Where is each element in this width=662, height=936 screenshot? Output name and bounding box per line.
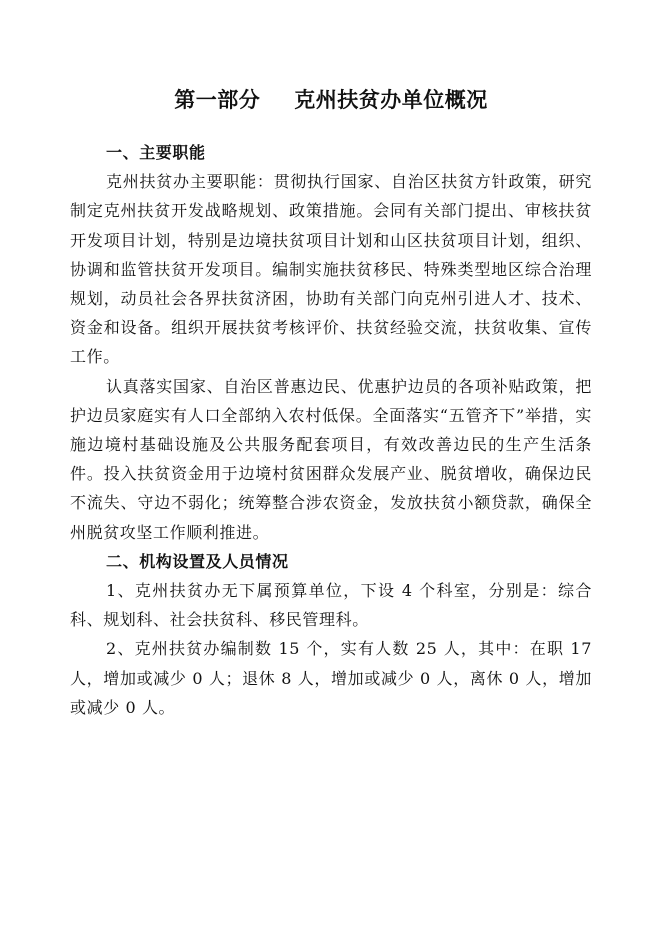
paragraph-functions: 克州扶贫办主要职能：贯彻执行国家、自治区扶贫方针政策，研究制定克州扶贫开发战略规划、政策措施。会同有关部门提出、审核扶贫开发项目计划，特别是边境扶贫项目计划和山区扶贫项目计划，组织、协调和监管扶贫开发项目。编制实施扶贫移民、特殊类型地区综合治理规划，动员社会各界扶贫济困，协助有关部门向克州引进人才、技术、资金和设备。组织开展扶贫考核评价、扶贫经验交流，扶贫收集、宣传工作。	[70, 172, 592, 367]
document-body	[70, 138, 592, 722]
page-title	[0, 84, 662, 114]
section-heading-organization: 二、机构设置及人员情况	[106, 551, 289, 571]
section-heading-functions: 一、主要职能	[106, 143, 206, 162]
title-part: 第一部分	[174, 88, 261, 112]
title-name: 克州扶贫办单位概况	[294, 88, 488, 112]
paragraph-staffing: 2、克州扶贫办编制数 15 个，实有人数 25 人，其中：在职 17 人，增加或减少 0 人；退休 8 人，增加或减少 0 人，离休 0 人，增加或减少 0 人。	[70, 639, 592, 717]
paragraph-departments: 1、克州扶贫办无下属预算单位，下设 4 个科室，分别是：综合科、规划科、社会扶贫科、移民管理科。	[70, 581, 592, 630]
paragraph-border-policy: 认真落实国家、自治区普惠边民、优惠护边员的各项补贴政策，把护边员家庭实有人口全部纳入农村低保。全面落实“五管齐下”举措，实施边境村基础设施及公共服务配套项目，有效改善边民的生产生活条件。投入扶贫资金用于边境村贫困群众发展产业、脱贫增收，确保边民不流失、守边不弱化；统筹整合涉农资金，发放扶贫小额贷款，确保全州脱贫攻坚工作顺利推进。	[70, 376, 592, 542]
